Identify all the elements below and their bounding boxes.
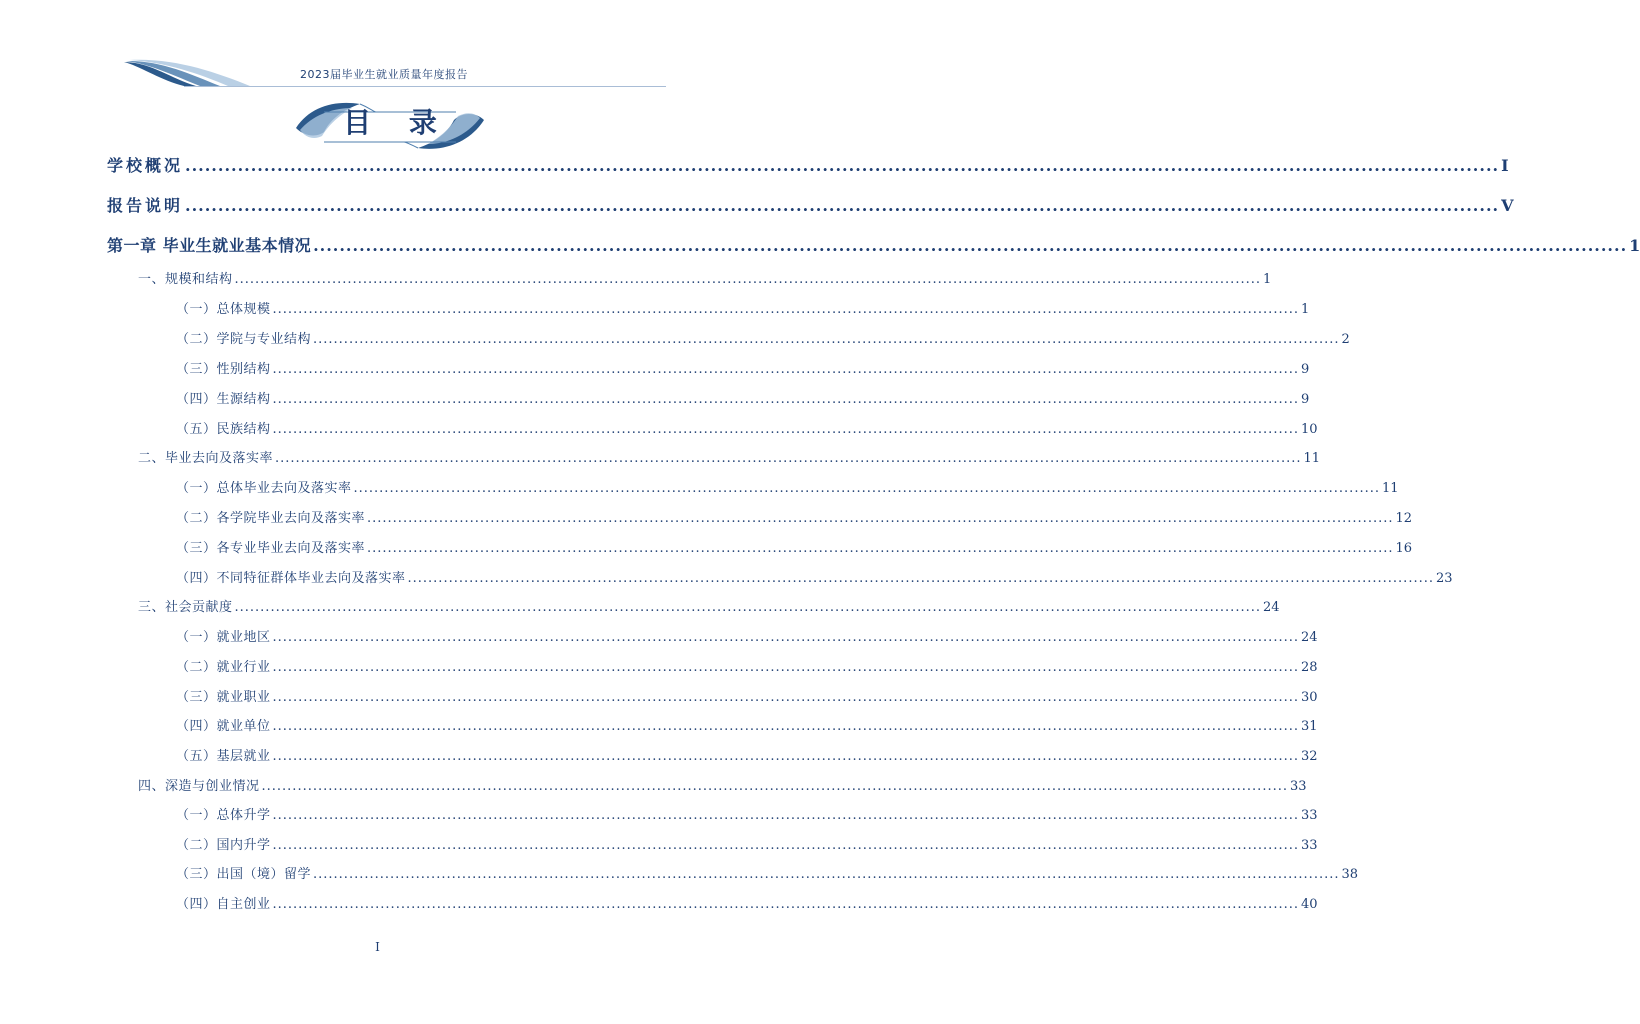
- toc-entry-page: 16: [1395, 541, 1413, 556]
- toc-entry-page: 28: [1300, 660, 1318, 675]
- toc-entry-page: 1: [1629, 236, 1640, 255]
- toc-dot-leader: ........................................................................................................................................................................................................: [272, 838, 1299, 853]
- header-divider: [184, 86, 666, 87]
- toc-dot-leader: ........................................................................................................................................................................................................: [272, 422, 1299, 437]
- toc-dot-leader: ........................................................................................................................................................................................................: [272, 808, 1299, 823]
- toc-entry-label: （二）国内升学: [176, 838, 271, 853]
- toc-entry[interactable]: [176, 477, 1399, 496]
- toc-entry[interactable]: [107, 153, 1509, 176]
- toc-entry-page: 9: [1300, 362, 1310, 377]
- toc-entry[interactable]: [176, 863, 1359, 882]
- toc-entry-page: 40: [1300, 897, 1318, 912]
- toc-entry-page: 10: [1300, 422, 1318, 437]
- toc-entry-label: （三）各专业毕业去向及落实率: [176, 541, 366, 556]
- toc-dot-leader: ........................................................................................................................................................................................................: [272, 719, 1299, 734]
- toc-entry-page: 9: [1300, 392, 1310, 407]
- toc-dot-leader: ........................................................................................................................................................................................................: [234, 600, 1261, 615]
- toc-dot-leader: ........................................................................................................................................................................................................: [272, 660, 1299, 675]
- toc-entry-page: 2: [1341, 332, 1350, 347]
- toc-entry-page: 32: [1300, 749, 1318, 764]
- toc-dot-leader: ........................................................................................................................................................................................................: [313, 332, 1340, 347]
- toc-entry-label: （二）就业行业: [176, 660, 271, 675]
- toc-entry[interactable]: [176, 656, 1318, 675]
- toc-entry-page: V: [1501, 196, 1514, 215]
- toc-entry-label: （四）不同特征群体毕业去向及落实率: [176, 571, 406, 586]
- header-title: 2023届毕业生就业质量年度报告: [300, 68, 468, 81]
- toc-entry[interactable]: [138, 268, 1272, 287]
- toc-entry-page: 33: [1300, 808, 1318, 823]
- toc-entry-page: I: [1501, 156, 1509, 175]
- toc-entry-label: （四）自主创业: [176, 897, 271, 912]
- toc-entry[interactable]: [176, 418, 1318, 437]
- toc-entry-label: 四、深造与创业情况: [138, 779, 260, 794]
- toc-entry[interactable]: [176, 686, 1318, 705]
- toc-dot-leader: ........................................................................................................................................................................................................: [185, 196, 1500, 215]
- toc-dot-leader: ........................................................................................................................................................................................................: [353, 481, 1380, 496]
- toc-entry-page: 1: [1262, 272, 1272, 287]
- toc-entry-page: 1: [1300, 302, 1310, 317]
- toc-entry[interactable]: [176, 537, 1413, 556]
- toc-entry-label: 学校概况: [107, 156, 184, 175]
- toc-dot-leader: ........................................................................................................................................................................................................: [261, 779, 1288, 794]
- toc-entry[interactable]: [176, 507, 1413, 526]
- toc-entry-page: 11: [1303, 451, 1321, 466]
- toc-entry-label: 三、社会贡献度: [138, 600, 233, 615]
- toc-entry-label: （五）基层就业: [176, 749, 271, 764]
- toc-entry-label: （一）就业地区: [176, 630, 271, 645]
- toc-entry-page: 11: [1381, 481, 1399, 496]
- toc-entry-label: 第一章 毕业生就业基本情况: [107, 236, 312, 255]
- toc-dot-leader: ........................................................................................................................................................................................................: [272, 749, 1299, 764]
- toc-title: 目 录: [343, 106, 451, 139]
- toc-dot-leader: ........................................................................................................................................................................................................: [272, 302, 1299, 317]
- toc-entry-page: 23: [1435, 571, 1453, 586]
- toc-dot-leader: ........................................................................................................................................................................................................: [313, 867, 1340, 882]
- toc-dot-leader: ........................................................................................................................................................................................................: [272, 897, 1299, 912]
- toc-entry-label: （三）就业职业: [176, 690, 271, 705]
- toc-entry-page: 12: [1395, 511, 1413, 526]
- toc-entry-page: 30: [1300, 690, 1318, 705]
- toc-entry-label: （二）各学院毕业去向及落实率: [176, 511, 366, 526]
- toc-dot-leader: ........................................................................................................................................................................................................: [407, 571, 1434, 586]
- toc-entry-page: 38: [1341, 867, 1359, 882]
- toc-entry-label: （一）总体升学: [176, 808, 271, 823]
- toc-entry-label: 二、毕业去向及落实率: [138, 451, 274, 466]
- toc-entry[interactable]: [138, 447, 1321, 466]
- footer-page-number: I: [375, 940, 380, 954]
- toc-entry[interactable]: [176, 567, 1453, 586]
- toc-entry-label: （三）出国（境）留学: [176, 867, 312, 882]
- toc-entry-label: （一）总体规模: [176, 302, 271, 317]
- toc-title-banner: [290, 98, 490, 156]
- toc-entry-label: （五）民族结构: [176, 422, 271, 437]
- toc-dot-leader: ........................................................................................................................................................................................................: [272, 362, 1299, 377]
- toc-entry-page: 33: [1300, 838, 1318, 853]
- toc-entry-label: （四）就业单位: [176, 719, 271, 734]
- toc-entry-page: 24: [1300, 630, 1318, 645]
- toc-entry-label: （一）总体毕业去向及落实率: [176, 481, 352, 496]
- toc-entry[interactable]: [176, 745, 1318, 764]
- toc-entry-label: （三）性别结构: [176, 362, 271, 377]
- toc-entry[interactable]: [176, 834, 1318, 853]
- toc-entry[interactable]: [107, 233, 1640, 256]
- toc-entry[interactable]: [176, 298, 1310, 317]
- toc-entry[interactable]: [176, 328, 1350, 347]
- toc-entry[interactable]: [138, 596, 1280, 615]
- toc-dot-leader: ........................................................................................................................................................................................................: [313, 236, 1628, 255]
- toc-entry[interactable]: [176, 804, 1318, 823]
- toc-entry-label: （四）生源结构: [176, 392, 271, 407]
- toc-dot-leader: ........................................................................................................................................................................................................: [272, 630, 1299, 645]
- toc-entry-page: 33: [1289, 779, 1307, 794]
- toc-dot-leader: ........................................................................................................................................................................................................: [367, 541, 1394, 556]
- toc-dot-leader: ........................................................................................................................................................................................................: [367, 511, 1394, 526]
- toc-entry-label: 一、规模和结构: [138, 272, 233, 287]
- toc-entry[interactable]: [107, 193, 1514, 216]
- toc-entry[interactable]: [176, 893, 1318, 912]
- toc-entry[interactable]: [176, 626, 1318, 645]
- toc-entry[interactable]: [176, 388, 1310, 407]
- toc-entry[interactable]: [138, 775, 1307, 794]
- toc-entry-page: 31: [1300, 719, 1318, 734]
- toc-dot-leader: ........................................................................................................................................................................................................: [234, 272, 1261, 287]
- header-swoosh-decoration: [0, 0, 755, 100]
- toc-entry[interactable]: [176, 358, 1310, 377]
- toc-dot-leader: ........................................................................................................................................................................................................: [275, 451, 1302, 466]
- toc-entry-label: （二）学院与专业结构: [176, 332, 312, 347]
- toc-dot-leader: ........................................................................................................................................................................................................: [272, 392, 1299, 407]
- toc-entry-page: 24: [1262, 600, 1280, 615]
- page-header: [0, 0, 755, 100]
- toc-dot-leader: ........................................................................................................................................................................................................: [272, 690, 1299, 705]
- toc-entry[interactable]: [176, 715, 1318, 734]
- toc-dot-leader: ........................................................................................................................................................................................................: [185, 156, 1500, 175]
- toc-entry-label: 报告说明: [107, 196, 184, 215]
